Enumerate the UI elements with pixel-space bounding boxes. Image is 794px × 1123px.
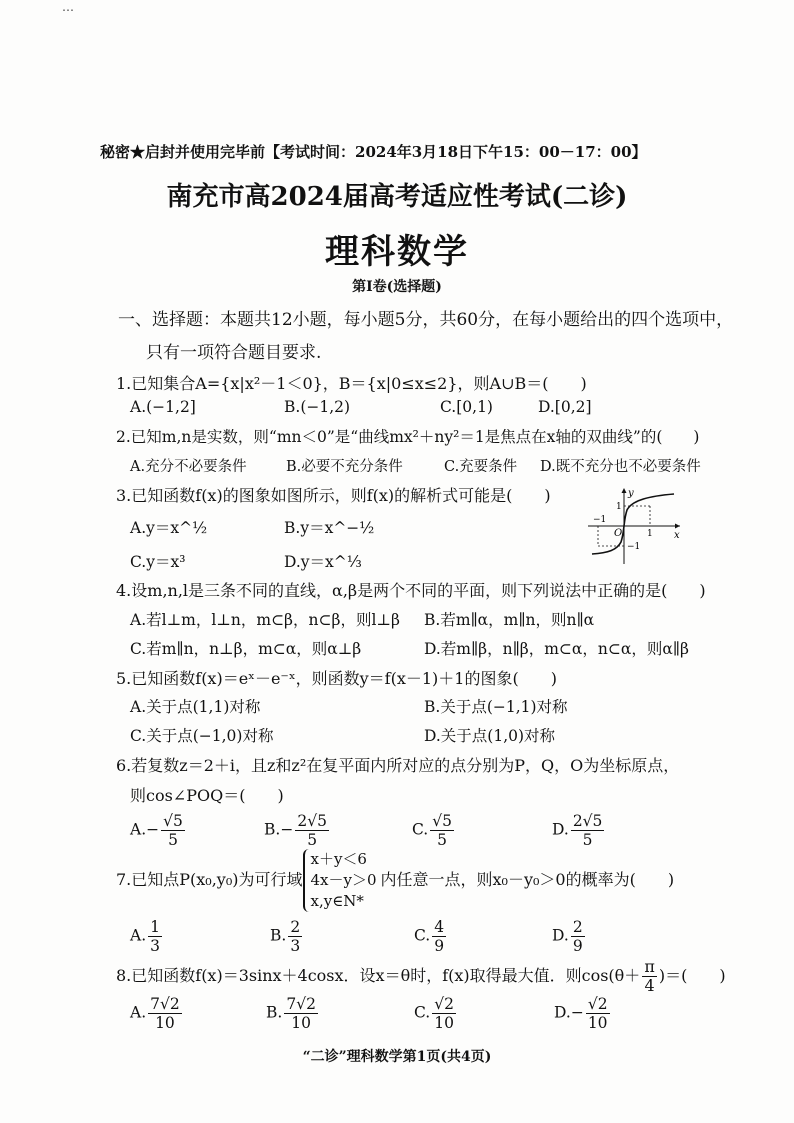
q8-option-c	[414, 995, 458, 1032]
q7-option-d	[552, 918, 587, 955]
fraction-numerator: 1	[150, 918, 160, 936]
q5-option-d: D.关于点(1,0)对称	[424, 727, 556, 745]
q7-option-b	[270, 918, 304, 955]
q3-option-c: C.y＝x³	[130, 553, 186, 571]
confidential-line: 秘密★启封并使用完毕前【考试时间：2024年3月18日下午15：00－17：00】	[100, 143, 647, 161]
fraction-denominator: 5	[307, 831, 318, 849]
option-letter: C.	[414, 926, 431, 945]
q6-stem: 6.若复数z＝2＋i，且z和z²在复平面内所对应的点分别为P，Q，O为坐标原点，	[116, 756, 680, 775]
option-fraction	[432, 995, 456, 1032]
option-fraction	[148, 995, 182, 1032]
q8-stem	[116, 958, 726, 995]
fraction-denominator: 3	[150, 937, 160, 955]
fraction-numerator: π	[644, 957, 655, 976]
option-sign: −	[570, 1003, 584, 1022]
option-fraction	[571, 918, 585, 955]
fraction-denominator: 9	[434, 937, 445, 955]
fraction-numerator: 2√5	[572, 812, 603, 830]
fraction-numerator: √5	[432, 812, 452, 830]
option-fraction	[430, 812, 454, 849]
q5-option-a: A.关于点(1,1)对称	[130, 698, 261, 716]
option-letter: D.	[552, 926, 569, 945]
q4-stem: 4.设m,n,l是三条不同的直线，α,β是两个不同的平面，则下列说法中正确的是( )	[116, 581, 706, 600]
fraction-denominator: 10	[291, 1014, 311, 1032]
fraction-numerator: √2	[434, 995, 454, 1013]
q6-option-c	[412, 812, 456, 849]
fraction-denominator: 3	[290, 937, 301, 955]
q3-option-b: B.y＝x^−½	[284, 519, 375, 537]
option-fraction	[161, 812, 185, 849]
fraction-denominator: 10	[587, 1014, 608, 1032]
option-fraction	[295, 812, 329, 849]
q8-option-b	[266, 995, 320, 1032]
q1-option-c: C.[0,1)	[440, 398, 493, 416]
q2-option-c: C.充要条件	[444, 459, 518, 475]
q8-pi-over-four	[642, 958, 657, 995]
fraction-numerator: 2√5	[297, 812, 327, 830]
graph-x-one: 1	[647, 529, 653, 539]
q2-option-a: A.充分不必要条件	[130, 459, 247, 475]
q6-option-d	[552, 812, 606, 849]
fraction-numerator: 4	[434, 918, 445, 936]
q3-function-graph	[584, 484, 684, 568]
option-letter: C.	[412, 820, 429, 839]
q8-stem-post: )＝( )	[658, 966, 726, 985]
fraction-denominator: 10	[434, 1014, 454, 1032]
q7-option-c	[414, 918, 448, 955]
graph-y-label: y	[628, 488, 634, 499]
q2-option-d: D.既不充分也不必要条件	[540, 459, 701, 475]
graph-origin-label: O	[614, 528, 623, 539]
y-axis-arrow	[622, 488, 627, 493]
graph-x-neg-one: −1	[593, 515, 607, 525]
constraint-1: x＋y＜6	[310, 850, 367, 868]
page-footer: “二诊”理科数学第1页(共4页)	[302, 1049, 492, 1065]
q7-constraint-system	[303, 849, 377, 912]
q6-stem-cont: 则cos∠POQ＝( )	[130, 786, 284, 805]
fraction-denominator: 5	[168, 831, 178, 849]
q8-option-d	[554, 995, 612, 1032]
option-fraction	[586, 995, 610, 1032]
section-instruction-cont: 只有一项符合题目要求.	[146, 343, 322, 363]
option-sign: −	[146, 820, 160, 839]
q2-option-b: B.必要不充分条件	[286, 459, 403, 475]
fraction-denominator: 5	[437, 831, 448, 849]
fraction-numerator: √5	[163, 812, 183, 830]
fraction-numerator: 2	[572, 918, 583, 936]
q7-stem-pre: 7.已知点P(x₀,y₀)为可行域	[116, 870, 303, 889]
graph-y-neg-one: −1	[627, 542, 641, 552]
q2-stem: 2.已知m,n是实数，则“mn＜0”是“曲线mx²＋ny²＝1是焦点在x轴的双曲线”的( )	[116, 428, 700, 446]
q7-stem-post: 内任意一点，则x₀－y₀＞0的概率为( )	[380, 870, 675, 889]
graph-y-one: 1	[616, 502, 622, 512]
q4-option-b: B.若m∥α，m∥n，则n∥α	[424, 611, 595, 629]
option-fraction	[571, 812, 605, 849]
option-letter: B.	[266, 1003, 283, 1022]
option-letter: D.	[554, 1003, 571, 1022]
q3-stem: 3.已知函数f(x)的图象如图所示，则f(x)的解析式可能是( )	[116, 486, 551, 505]
exam-subject: 理科数学	[325, 232, 469, 272]
q8-option-a	[130, 995, 184, 1032]
q8-stem-pre: 8.已知函数f(x)＝3sinx＋4cosx．设x＝θ时，f(x)取得最大值．则cos(θ＋	[116, 966, 641, 985]
q5-stem: 5.已知函数f(x)＝eˣ－e⁻ˣ，则函数y＝f(x－1)＋1的图象( )	[116, 669, 557, 688]
option-letter: B.	[270, 926, 287, 945]
fraction-numerator: 7√2	[286, 995, 316, 1013]
fraction-denominator: 4	[644, 976, 655, 995]
option-sign: −	[280, 820, 294, 839]
q5-option-c: C.关于点(−1,0)对称	[130, 727, 274, 745]
option-fraction	[148, 918, 162, 955]
constraint-3: x,y∈N*	[310, 892, 364, 910]
q1-option-b: B.(−1,2)	[284, 398, 351, 416]
q4-option-d: D.若m∥β，n∥β，m⊂α，n⊂α，则α∥β	[424, 640, 689, 658]
fraction-denominator: 9	[572, 937, 583, 955]
option-fraction	[284, 995, 318, 1032]
q3-option-a: A.y＝x^½	[130, 519, 208, 537]
q4-option-c: C.若m∥n，n⊥β，m⊂α，则α⊥β	[130, 640, 362, 658]
scan-mark: …	[62, 0, 74, 14]
q7-option-a	[130, 918, 164, 955]
q6-option-b	[264, 812, 331, 849]
option-letter: A.	[130, 926, 147, 945]
exam-title: 南充市高2024届高考适应性考试(二诊)	[166, 182, 628, 212]
x-axis-arrow	[675, 524, 680, 529]
fraction-denominator: 5	[582, 831, 593, 849]
q7-stem	[116, 849, 674, 912]
option-letter: B.	[264, 820, 281, 839]
fraction-numerator: √2	[587, 995, 608, 1013]
q4-option-a: A.若l⊥m，l⊥n，m⊂β，n⊂β，则l⊥β	[130, 611, 400, 629]
option-fraction	[288, 918, 302, 955]
q6-option-a	[130, 812, 187, 849]
volume-label: 第Ⅰ卷(选择题)	[352, 279, 442, 295]
q1-option-a: A.(−1,2]	[130, 398, 196, 416]
graph-x-label: x	[674, 530, 680, 541]
q1-stem: 1.已知集合A={x|x²－1＜0}，B＝{x|0≤x≤2}，则A∪B＝( )	[116, 374, 587, 393]
q5-option-b: B.关于点(−1,1)对称	[424, 698, 568, 716]
constraint-2: 4x－y＞0	[310, 871, 377, 889]
q3-option-d: D.y＝x^⅓	[284, 553, 362, 571]
option-letter: C.	[414, 1003, 431, 1022]
section-instruction: 一、选择题：本题共12小题，每小题5分，共60分，在每小题给出的四个选项中，	[118, 310, 734, 330]
option-fraction	[432, 918, 446, 955]
fraction-numerator: 7√2	[150, 995, 180, 1013]
option-letter: A.	[130, 1003, 147, 1022]
fraction-numerator: 2	[290, 918, 301, 936]
q1-option-d: D.[0,2]	[538, 398, 592, 416]
option-letter: A.	[130, 820, 147, 839]
option-letter: D.	[552, 820, 569, 839]
fraction-denominator: 10	[155, 1014, 175, 1032]
